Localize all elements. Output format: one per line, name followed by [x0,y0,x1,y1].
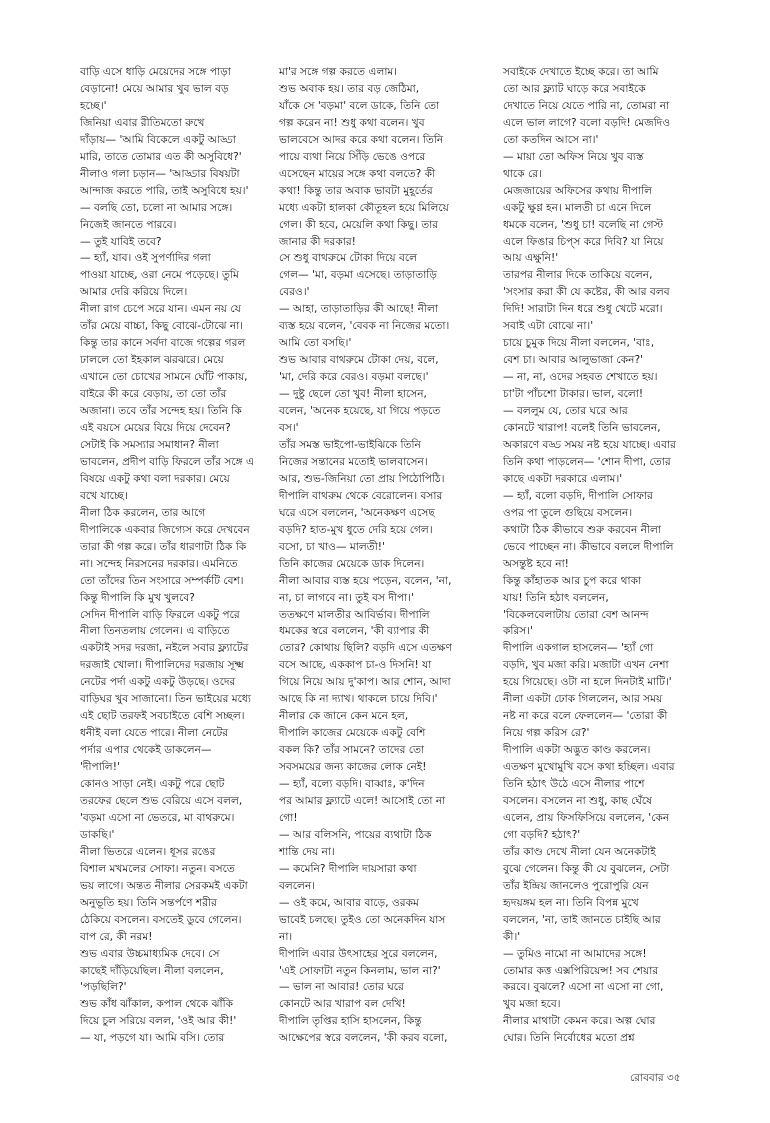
paragraph: তারপর নীলার দিকে তাকিয়ে বলেন, 'সংসার করা কী যে কষ্টের, কী আর বলব দিদি! সারাটা দিন ধরে শুধু খেটে মরো। সবাই এটা বোঝে না।' [503,269,670,333]
text-column-1 [80,64,292,1047]
paragraph: — ভাল না আবার! তোর ঘরে কোনটে আর খারাপ বল দেখি! [279,981,406,1011]
paragraph: নীলা রাগ চেপে সরে যান। এমন নয় যে তাঁর মেয়ে বাচ্চা, কিছু বোঝে-টোঝে না। কিন্তু তার কানে সর্বদা বাজে গল্পের গরল ঢাললে তো ইহকাল ঝরঝরে। মেয়ে এখানে তো চোখের সামনে ঘোঁট পাকায়, বাইরে কী করে বেড়ায়, তা তো তাঁর অজানা। তবে তাঁর সন্দেহ হয়। তিনি কি এই বয়সে মেয়ের বিয়ে দিয়ে দেবেন? সেটাই কি সমস্যার সমাধান? নীলা ভাবলেন, প্রদীপ বাড়ি ফিরলে তাঁর সঙ্গে এ বিষয়ে একটু কথা বলা দরকার। মেয়ে বখে যাচ্ছে। [80,303,255,502]
paragraph: — বললুম যে, তোর ঘরে আর কোনটে খারাপ! বলেই তিনি ভাবলেন, অকারণে বড্ড সময় নষ্ট হয়ে যাচ্ছে। এবার তিনি কথা পাড়লেন— 'শোন দীপা, তোর কাছে একটা দরকারে এলাম।' [503,405,676,485]
paragraph: — আহা, তাড়াতাড়ির কী আছে! নীলা ব্যস্ত হয়ে বলেন, 'বেবক না নিজের মতো। আমি তো বসছি।' [279,303,450,350]
paragraph: শুভ অবাক হয়। তার বড় জেঠিমা, যাঁকে সে 'বড়মা' বলে ডাকে, তিনি তো গল্প করেন না! শুধু কথা বলেন। খুব ভালবেসে আদর করে কথা বলেন। তিনি পায়ে ব্যথা নিয়ে সিঁড়ি ভেঙে ওপরে এসেছেন মায়ের সঙ্গে কথা বলতে? কী কথা! কিন্তু তার অবাক ভাবটা মুহূর্তের মধ্যে একটা হালকা কৌতূহল হয়ে মিলিয়ে গেল। কী হবে, মেয়েলি কথা কিছু। তার জানার কী দরকার! [279,82,449,248]
paragraph: — হ্যাঁ, যাব। ওই সুপর্ণাদির গলা পাওয়া যাচ্ছে, ওরা নেমে পড়েছে। তুমি আমার দেরি করিয়ে দিলে। [80,252,239,299]
paragraph: শুভ কাঁধ ঝাঁকাল, কপাল থেকে ঝাঁকি দিয়ে চুল সরিয়ে বলল, 'ওই আর কী!' [80,998,237,1028]
text-column-3 [503,64,715,1047]
text-column-2 [279,64,491,1047]
paragraph: কোনও সাড়া নেই। একটু পরে ছোট তরফের ছেলে শুভ বেরিয়ে এসে বলল, 'বড়মা এসো না ভেতরে, মা বাথরুমে। ডাকছি।' [80,778,243,841]
paragraph: নীলাও গলা চড়ান— 'আড্ডার বিষয়টা আন্দাজ করতে পারি, তাই অসুবিধে হয়।' [80,167,249,197]
paragraph: মা'র সঙ্গে গল্প করতে এলাম। [279,66,398,78]
paragraph: দীপালি এবার উৎসাহের সুরে বললেন, 'এই সোফাটা নতুন কিনলাম, ভাল না?' [279,947,441,977]
paragraph: — দুষ্টু ছেলে তো খুব! নীলা হাসেন, বলেন, 'অনেক হয়েছে, যা গিয়ে পড়তে বস।' [279,388,441,435]
paragraph: জিনিয়া এবার রীতিমতো রুখে দাঁড়ায়— 'আমি বিকেলে একটু আড্ডা মারি, তাতে তোমার এত কী অসুবিধে?' [80,116,242,163]
paragraph: শুভ আবার বাথরুমে টোকা দেয়, বলে, 'মা, দেরি করে বেরও। বড়মা বলছে।' [279,354,439,384]
page-folio: রোববার ৩৫ [630,1072,681,1084]
paragraph: — ওই কমে, আবার বাড়ে, ওরকম ভাবেই চলছে। তুইও তো অনেকদিন যাস না। [279,896,446,943]
paragraph: — হ্যাঁ, বল্যে বড়দি। বাব্বাঃ, ক'দিন পর আমার ফ্ল্যাটে এলে! আসোই তো না গো! [279,778,446,824]
paragraph: দীপালি বাথরুম থেকে বেরোলেন। বসার ঘরে এসে বললেন, 'অনেকক্ষণ এসেছ বড়দি? হাত-মুখ ধুতে দেরি হয়ে গেল। বসো, চা খাও— মালতী!' [279,489,443,553]
paragraph: — যা, পড়গে যা। আমি বসি। তোর [80,1032,225,1045]
paragraph: — হ্যাঁ, বলো বড়দি, দীপালি সোফার ওপর পা তুলে গুছিয়ে বসলেন। [503,489,653,519]
paragraph: — তুমিও নামো না আমাদের সঙ্গে! তোমার কত্ত এক্সপিরিয়েন্স! সব শেয়ার করবে। বুঝলে? এসো না এসো না গো, খুব মজা হবে। [503,947,664,1011]
paragraph: দীপালি একটা অদ্ভুত কাণ্ড করলেন। এতক্ষণ মুখোমুখি বসে কথা হচ্ছিল। এবার তিনি হঠাৎ উঠে এসে নীলার পাশে বসলেন। বসলেন না শুধু, কাছ ঘেঁষে এলেন, প্রায় ফিসফিসিয়ে বললেন, 'কেন গো বড়দি? হঠাৎ?' [503,744,675,841]
paragraph: — আর বলিসনি, পায়ের ব্যথাটা ঠিক শান্তি দেয় না। [279,828,432,858]
paragraph: সে শুধু বাথরুমে টোকা দিয়ে বলে গেল— 'মা, বড়মা এসেছে। তাড়াতাড়ি বেরও।' [279,252,437,299]
paragraph: ততক্ষণে মালতীর আবির্ভাব। দীপালি ধমকের স্বরে বললেন, 'কী ব্যাপার কী তোর? কোথায় ছিলি? বড়দি এসে এতক্ষণ বসে আছে, এককাপ চা-ও দিসনি! যা গিয়ে নিয়ে আয় দু'কাপ। আর শোন, আদা আছে কি না দ্যাখ। থাকলে চায়ে দিবি।' [279,608,452,706]
paragraph: — কমেনি? দীপালি দায়সারা কথা বললেন। [279,862,417,892]
paragraph: শুভ এবার উচ্চমাধ্যমিক দেবে। সে কাছেই দাঁড়িয়েছিল। নীলা বললেন, 'পড়ছিলি?' [80,947,224,994]
paragraph: — না, না, ওদের সহবত শেখাতে হয়। চা'টা পাঁচশো টাকার। ভাল, বলো! [503,371,658,401]
paragraph: চায়ে চুমুক দিয়ে নীলা বললেন, 'বাঃ, বেশ চা। আবার আলুভাজা কেন?' [503,337,655,367]
paragraph: কিন্তু কাঁহাতক আর চুপ করে থাকা যায়! তিনি হঠাৎ বললেন, 'বিকেলবেলাটায় তোরা বেশ আনন্দ করিস।' [503,574,649,638]
paragraph: নীলার মাথাটা কেমন করে। অল্প ঘোর ঘোর। তিনি নির্বোধের মতো প্রশ্ন [503,1015,656,1045]
paragraph: তিনি কাজের মেয়েকে ডাক দিলেন। নীলা আবার ব্যস্ত হয়ে পড়েন, বলেন, 'না, না, চা লাগবে না। তুই বস দীপা।' [279,557,452,604]
paragraph: — মায়া তো অফিস নিয়ে খুব ব্যস্ত থাকে রে। [503,150,644,180]
paragraph: সেদিন দীপালি বাড়ি ফিরলে একটু পরে নীলা তিনতলায় গেলেন। এ বাড়িতে একটাই সদর দরজা, নইলে সবার ফ্ল্যাটের দরজাই খোলা। দীপালিদের দরজায় সূক্ষ্ম নেটের পর্দা একটু একটু উড়ছে। ওদের বাড়িঘর খুব সাজানো। তিন ভাইয়ের মধ্যে এই ছোট তরফই সবচাইতে বেশি সচ্ছল। ধনীই বলা যেতে পারে। নীলা নেটের পর্দার এপার থেকেই ডাকলেন— 'দীপালি!' [80,608,251,774]
paragraph: দীপালি একগাল হাসলেন— 'হ্যাঁ গো বড়দি, খুব মজা করি। মজাটা এখন নেশা হয়ে গিয়েছে। ওটা না হলে দিনটাই মাটি।' [503,642,672,689]
paragraph: নীলা ভিতরে এলেন। ধূসর রঙের বিশাল মখমলের সোফা। নতুন। বসতে ভয় লাগে। অন্তত নীলার সেরকমই একটা অনুভূতি হয়। তিনি সন্তর্পণে শরীর ঠেকিয়ে বসলেন। বসতেই ডুবে গেলেন। বাপ রে, কী নরম! [80,845,248,943]
paragraph: নীলার কে জানে কেন মনে হল, দীপালি কাজের মেয়েকে একটু বেশি বকল কি? তাঁর সামনে? তাদের তো সবসময়ের জন্য কাজের লোক নেই! [279,710,427,774]
paragraph: বাড়ি এসে ধাড়ি মেয়েদের সঙ্গে পাড়া বেড়ানো! মেয়ে আমার খুব ভাল বড় হচ্ছে।' [80,66,231,112]
paragraph: মেজজায়ের অফিসের কথায় দীপালি একটু ক্ষুণ্ণ হন। মালতী চা এনে দিলে ধমকে বলেন, 'শুধু চা! বলেছি না গেস্ট এলে ফিঙার চিপ্‌স করে দিবি? যা নিয়ে আয় এক্ষুনি!' [503,184,664,265]
paragraph: নীলা একটা ঢোক গিললেন, আর সময় নষ্ট না করে বলে ফেললেন— 'তোরা কী নিয়ে গল্প করিস রে?' [503,693,668,740]
paragraph: নীলা ঠিক করলেন, তার আগে দীপালিকে একবার জিগ্যেস করে দেখবেন তারা কী গল্প করে। তাঁর ধারণাটা ঠিক কি না। সন্দেহ নিরসনের দরকার। এমনিতে তো তাঁদের তিন সংসারে সম্পর্কটি বেশ। কিন্তু দীপালি কি মুখ খুলবে? [80,506,250,604]
paragraph: তাঁর কাণ্ড দেখে নীলা যেন অনেকটাই বুঝে গেলেন। কিন্তু কী যে বুঝলেন, সেটা তাঁর ইন্দ্রিয় জানলেও পুরোপুরি যেন হৃদয়ঙ্গম হল না। তিনি বিপন্ন মুখে বললেন, 'না, তাই জানতে চাইছি আর কী।' [503,845,670,943]
paragraph: — তুই যাবিই তবে? [80,235,162,248]
paragraph: তাঁর সমস্ত ভাইপো-ভাইঝিকে তিনি নিজের সন্তানের মতোই ভালবাসেন। আর, শুভ-জিনিয়া তো প্রায় পিঠোপিঠি। [279,438,445,485]
paragraph: দীপালি তৃপ্তির হাসি হাসলেন, কিন্তু আক্ষেপের স্বরে বললেন, 'কী করব বলো, [279,1015,448,1045]
paragraph: — বলছি তো, চলো না আমার সঙ্গে। নিজেই জানতে পারবে। [80,201,233,231]
paragraph: সবাইকে দেখাতে ইচ্ছে করে। তা আমি তো আর ফ্ল্যাট ঘাড়ে করে সবাইকে দেখাতে নিয়ে যেতে পারি না, তোমরা না এলে ভাল লাগে? বলো বড়দি! মেজদিও তো কতদিন আসে না।' [503,66,671,146]
paragraph: কথাটা ঠিক কীভাবে শুরু করবেন নীলা ভেবে পাচ্ছেন না। কীভাবে বললে দীপালি অসন্তুষ্ট হবে না! [503,523,674,570]
